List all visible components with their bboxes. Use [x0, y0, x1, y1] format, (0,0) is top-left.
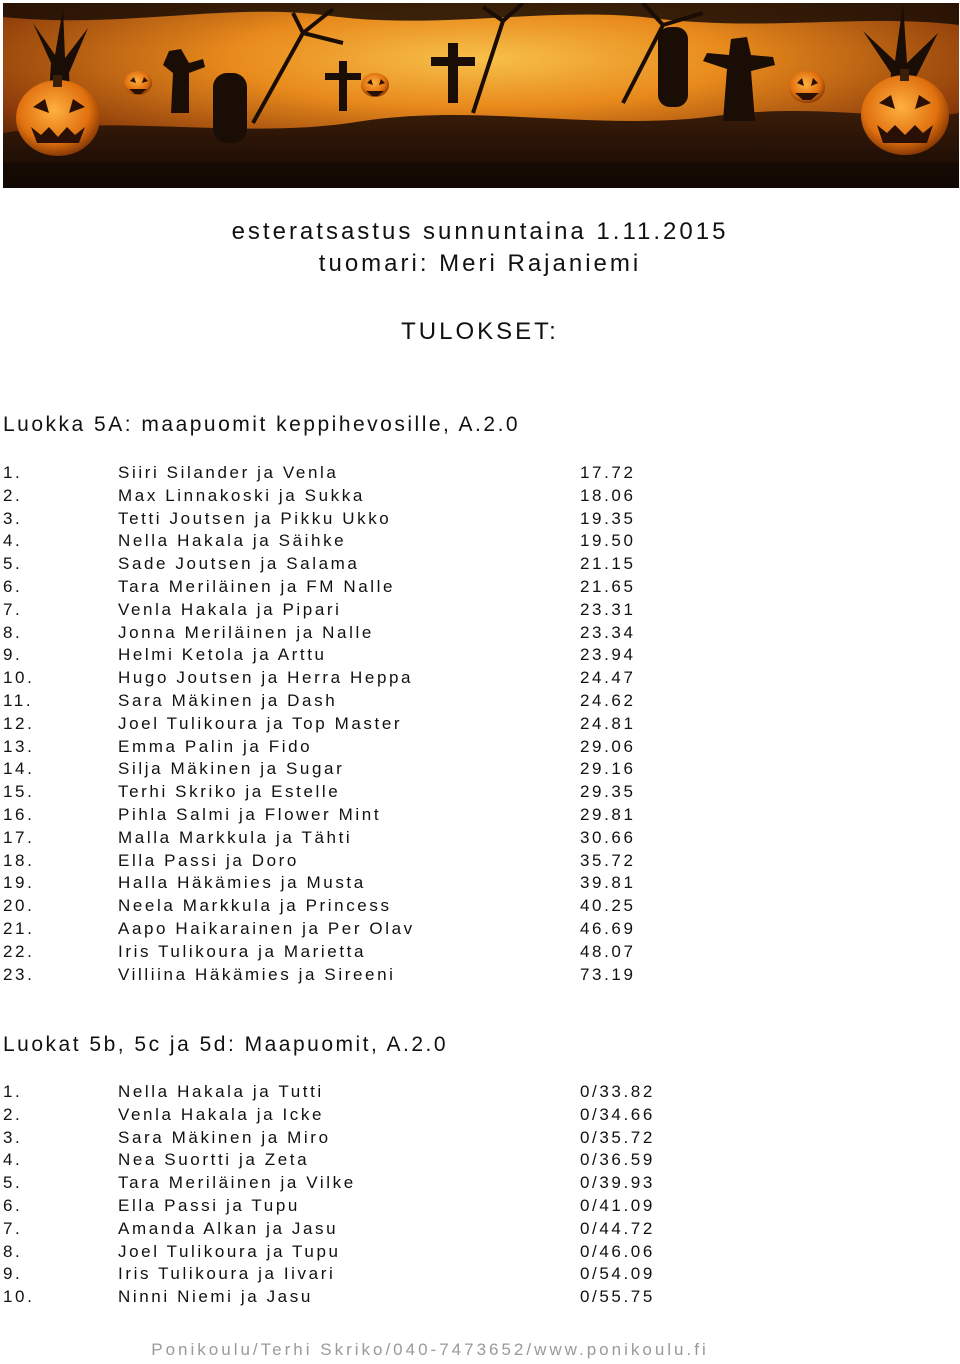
result-score: 0/39.93	[580, 1173, 655, 1193]
result-rank: 20.	[3, 896, 35, 916]
result-row	[0, 941, 960, 964]
result-rank: 8.	[3, 622, 23, 642]
halloween-banner	[3, 3, 959, 188]
result-row	[0, 644, 960, 667]
result-row	[0, 690, 960, 713]
result-name: Siiri Silander ja Venla	[118, 463, 339, 482]
result-score: 24.81	[580, 713, 636, 733]
result-row	[0, 895, 960, 918]
result-rank: 3.	[3, 508, 23, 528]
result-score: 73.19	[580, 964, 636, 984]
result-name: Hugo Joutsen ja Herra Heppa	[118, 668, 414, 688]
result-name: Silja Mäkinen ja Sugar	[118, 759, 345, 779]
result-score: 0/54.09	[580, 1264, 655, 1284]
result-score: 0/46.06	[580, 1241, 655, 1261]
result-score: 17.72	[580, 463, 636, 482]
pumpkin-mid-left	[124, 71, 152, 95]
result-score: 0/36.59	[580, 1150, 655, 1170]
result-row	[0, 1127, 960, 1150]
result-rank: 15.	[3, 782, 35, 802]
result-score: 0/34.66	[580, 1104, 655, 1124]
result-row	[0, 1104, 960, 1127]
result-row	[0, 462, 960, 485]
result-rank: 18.	[3, 850, 35, 870]
result-rank: 23.	[3, 964, 35, 984]
result-name: Venla Hakala ja Pipari	[118, 599, 342, 619]
result-score: 24.62	[580, 691, 636, 710]
pumpkin-mid-right	[789, 71, 825, 103]
result-rank: 13.	[3, 736, 35, 756]
result-row	[0, 1195, 960, 1218]
result-name: Tara Meriläinen ja FM Nalle	[118, 577, 396, 596]
result-score: 18.06	[580, 485, 636, 505]
result-name: Sara Mäkinen ja Dash	[118, 691, 338, 710]
result-score: 0/33.82	[580, 1082, 655, 1101]
result-row	[0, 599, 960, 622]
result-row	[0, 736, 960, 759]
result-rank: 2.	[3, 485, 23, 505]
result-rank: 11.	[3, 691, 34, 710]
result-row	[0, 1263, 960, 1286]
result-score: 39.81	[580, 873, 636, 893]
result-score: 19.50	[580, 531, 636, 551]
result-score: 29.35	[580, 782, 636, 802]
result-score: 23.94	[580, 645, 636, 665]
result-row	[0, 964, 960, 987]
result-name: Sade Joutsen ja Salama	[118, 554, 360, 574]
result-name: Halla Häkämies ja Musta	[118, 873, 366, 893]
result-rank: 2.	[3, 1104, 23, 1124]
result-name: Nella Hakala ja Säihke	[118, 531, 347, 551]
result-score: 46.69	[580, 919, 636, 938]
result-name: Aapo Haikarainen ja Per Olav	[118, 919, 415, 938]
result-row	[0, 850, 960, 873]
result-row	[0, 485, 960, 508]
result-row	[0, 553, 960, 576]
result-score: 0/35.72	[580, 1127, 655, 1147]
result-score: 29.06	[580, 736, 636, 756]
result-score: 35.72	[580, 850, 636, 870]
result-name: Tara Meriläinen ja Vilke	[118, 1173, 356, 1193]
result-row	[0, 872, 960, 895]
result-score: 30.66	[580, 827, 636, 847]
result-row	[0, 530, 960, 553]
pumpkin-center	[361, 73, 389, 97]
result-score: 23.34	[580, 622, 636, 642]
result-score: 23.31	[580, 599, 636, 619]
result-score: 21.65	[580, 577, 636, 596]
result-name: Nella Hakala ja Tutti	[118, 1082, 324, 1101]
result-score: 0/55.75	[580, 1287, 655, 1307]
result-rank: 6.	[3, 577, 23, 596]
result-name: Ella Passi ja Doro	[118, 850, 299, 870]
result-rank: 7.	[3, 1218, 23, 1238]
result-row	[0, 1149, 960, 1172]
result-rank: 8.	[3, 1241, 23, 1261]
result-name: Iris Tulikoura ja Iivari	[118, 1264, 336, 1284]
result-name: Joel Tulikoura ja Top Master	[118, 713, 403, 733]
judge-line: tuomari: Meri Rajaniemi	[318, 250, 642, 277]
result-rank: 9.	[3, 645, 23, 665]
result-rank: 5.	[3, 1173, 23, 1193]
result-row	[0, 758, 960, 781]
result-name: Pihla Salmi ja Flower Mint	[118, 805, 382, 824]
result-score: 0/41.09	[580, 1196, 655, 1215]
result-rank: 3.	[3, 1127, 23, 1147]
result-rank: 10.	[3, 668, 35, 688]
result-rank: 6.	[3, 1196, 23, 1215]
result-rank: 21.	[3, 919, 35, 938]
result-row	[0, 827, 960, 850]
event-title: esteratsastus sunnuntaina 1.11.2015	[231, 218, 729, 245]
result-name: Ninni Niemi ja Jasu	[118, 1287, 313, 1307]
result-score: 19.35	[580, 508, 636, 528]
result-score: 48.07	[580, 941, 636, 961]
result-score: 24.47	[580, 668, 636, 688]
result-row	[0, 1172, 960, 1195]
result-row	[0, 781, 960, 804]
result-name: Emma Palin ja Fido	[118, 736, 313, 756]
result-rank: 4.	[3, 1150, 23, 1170]
result-name: Malla Markkula ja Tähti	[118, 827, 353, 847]
result-rank: 14.	[3, 759, 35, 779]
result-name: Villiina Häkämies ja Sireeni	[118, 964, 396, 984]
result-rank: 10.	[3, 1287, 35, 1307]
result-name: Tetti Joutsen ja Pikku Ukko	[118, 508, 392, 528]
result-rank: 16.	[3, 805, 35, 824]
result-name: Helmi Ketola ja Arttu	[118, 645, 327, 665]
result-name: Iris Tulikoura ja Marietta	[118, 941, 367, 961]
result-score: 29.16	[580, 759, 636, 779]
result-row	[0, 918, 960, 941]
result-row	[0, 713, 960, 736]
result-row	[0, 576, 960, 599]
result-row	[0, 1081, 960, 1104]
result-rank: 17.	[3, 827, 35, 847]
result-name: Ella Passi ja Tupu	[118, 1196, 300, 1215]
result-row	[0, 1286, 960, 1309]
result-row	[0, 1241, 960, 1264]
result-name: Nea Suortti ja Zeta	[118, 1150, 310, 1170]
result-rank: 5.	[3, 554, 23, 574]
result-name: Max Linnakoski ja Sukka	[118, 485, 365, 505]
results-heading: TULOKSET:	[401, 318, 559, 345]
result-rank: 19.	[3, 873, 35, 893]
result-row	[0, 622, 960, 645]
result-row	[0, 804, 960, 827]
result-name: Terhi Skriko ja Estelle	[118, 782, 341, 802]
result-rank: 22.	[3, 941, 35, 961]
result-rank: 12.	[3, 713, 35, 733]
result-name: Sara Mäkinen ja Miro	[118, 1127, 331, 1147]
class-5a-heading: Luokka 5A: maapuomit keppihevosille, A.2.0	[3, 413, 521, 436]
result-rank: 9.	[3, 1264, 23, 1284]
class-5bcd-heading: Luokat 5b, 5c ja 5d: Maapuomit, A.2.0	[3, 1033, 449, 1056]
result-name: Joel Tulikoura ja Tupu	[118, 1241, 341, 1261]
result-score: 21.15	[580, 554, 636, 574]
result-row	[0, 508, 960, 531]
footer-contact: Ponikoulu/Terhi Skriko/040-7473652/www.ponikoulu.fi	[151, 1340, 709, 1359]
result-score: 40.25	[580, 896, 636, 916]
result-name: Venla Hakala ja Icke	[118, 1104, 325, 1124]
result-score: 29.81	[580, 805, 636, 824]
result-rank: 7.	[3, 599, 23, 619]
result-name: Amanda Alkan ja Jasu	[118, 1218, 339, 1238]
result-name: Jonna Meriläinen ja Nalle	[118, 622, 374, 642]
result-row	[0, 1218, 960, 1241]
result-score: 0/44.72	[580, 1218, 655, 1238]
result-rank: 1.	[3, 1082, 23, 1101]
result-row	[0, 667, 960, 690]
result-rank: 4.	[3, 531, 23, 551]
result-rank: 1.	[3, 463, 23, 482]
result-name: Neela Markkula ja Princess	[118, 896, 392, 916]
